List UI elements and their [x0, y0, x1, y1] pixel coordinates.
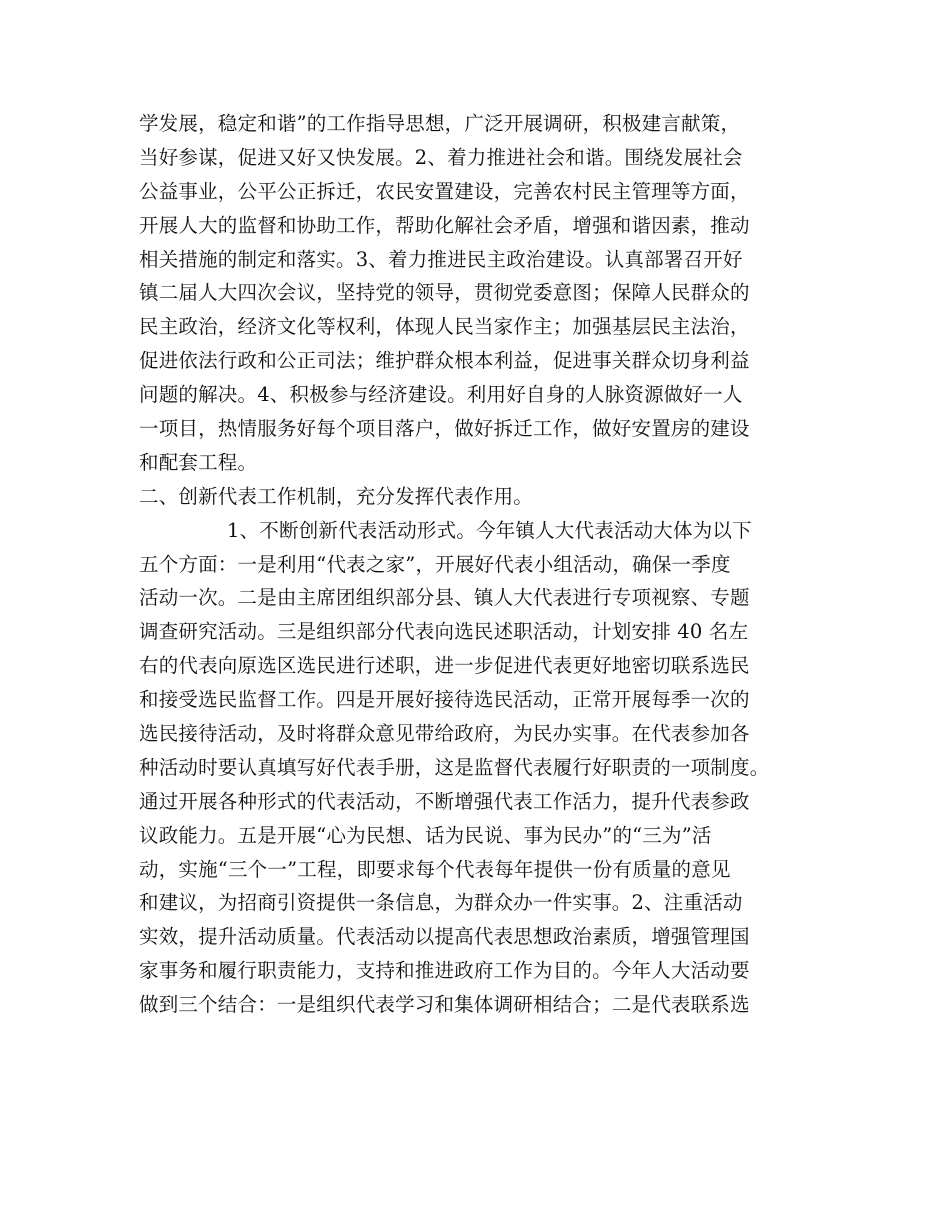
- text-line: 活动一次。二是由主席团组织部分县、镇人大代表进行专项视察、专题: [139, 586, 750, 610]
- text-line: 议政能力。五是开展“心为民想、话为民说、事为民办”的“三为”活: [139, 823, 712, 847]
- text-line: 和建议，为招商引资提供一条信息，为群众办一件实事。2、注重活动: [139, 891, 743, 915]
- text-line: 选民接待活动，及时将群众意见带给政府，为民办实事。在代表参加各: [139, 722, 750, 746]
- text-line: 镇二届人大四次会议，坚持党的领导，贯彻党委意图；保障人民群众的: [139, 281, 750, 305]
- text-line: 和配套工程。: [139, 450, 258, 474]
- text-line: 民主政治，经济文化等权利，体现人民当家作主；加强基层民主法治，: [139, 315, 750, 339]
- text-line: 实效，提升活动质量。代表活动以提高代表思想政治素质，增强管理国: [139, 925, 750, 949]
- text-line: 做到三个结合：一是组织代表学习和集体调研相结合；二是代表联系选: [139, 993, 750, 1017]
- text-line: 家事务和履行职责能力，支持和推进政府工作为目的。今年人大活动要: [139, 959, 750, 983]
- text-line: 五个方面：一是利用“代表之家”，开展好代表小组活动，确保一季度: [139, 552, 731, 576]
- text-line: 调查研究活动。三是组织部分代表向选民述职活动，计划安排 40 名左: [139, 620, 749, 644]
- text-line: 公益事业，公平公正拆迁，农民安置建设，完善农村民主管理等方面，: [139, 179, 750, 203]
- text-line: 和接受选民监督工作。四是开展好接待选民活动，正常开展每季一次的: [139, 688, 750, 712]
- text-line: 种活动时要认真填写好代表手册，这是监督代表履行好职责的一项制度。: [139, 755, 770, 779]
- text-line: 二、创新代表工作机制，充分发挥代表作用。: [139, 484, 534, 508]
- text-line: 当好参谋，促进又好又快发展。2、着力推进社会和谐。围绕发展社会: [139, 145, 743, 169]
- text-line: 动，实施“三个一”工程，即要求每个代表每年提供一份有质量的意见: [139, 857, 731, 881]
- text-line: 相关措施的制定和落实。3、着力推进民主政治建设。认真部署召开好: [139, 247, 743, 271]
- text-line: 促进依法行政和公正司法；维护群众根本利益，促进事关群众切身利益: [139, 349, 750, 373]
- text-line: 右的代表向原选区选民进行述职，进一步促进代表更好地密切联系选民: [139, 654, 750, 678]
- text-line: 学发展，稳定和谐”的工作指导思想，广泛开展调研，积极建言献策，: [139, 112, 741, 135]
- body-text: [139, 107, 839, 1022]
- text-line: 通过开展各种形式的代表活动，不断增强代表工作活力，提升代表参政: [139, 789, 750, 813]
- text-line: 开展人大的监督和协助工作，帮助化解社会矛盾，增强和谐因素，推动: [139, 213, 750, 237]
- text-line: 1、不断创新代表活动形式。今年镇人大代表活动大体为以下: [227, 518, 752, 542]
- text-line: 一项目，热情服务好每个项目落户，做好拆迁工作，做好安置房的建设: [139, 417, 750, 441]
- text-line: 问题的解决。4、积极参与经济建设。利用好自身的人脉资源做好一人: [139, 383, 743, 407]
